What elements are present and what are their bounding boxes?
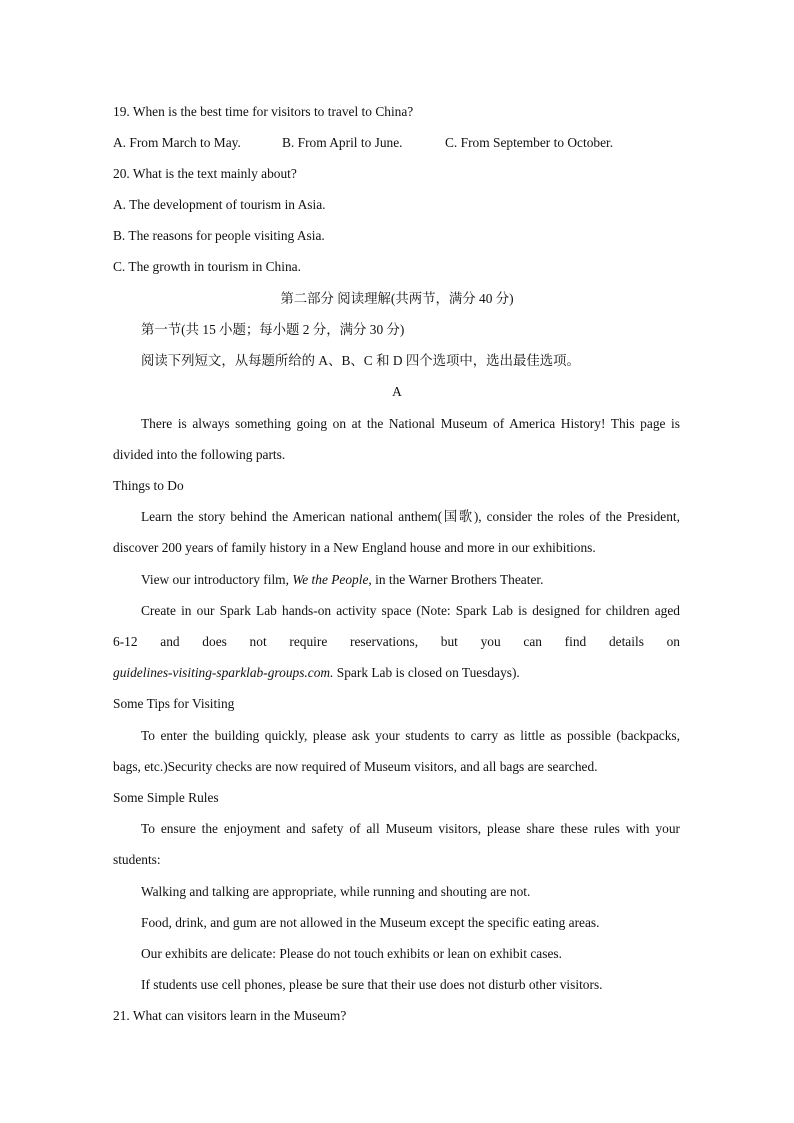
film-text-before: View our introductory film, [141, 572, 293, 587]
rule-1: Walking and talking are appropriate, while running and shouting are not. [141, 884, 531, 899]
rule-4: If students use cell phones, please be sure that their use does not disturb other visitors. [141, 977, 603, 992]
question-20: 20. What is the text mainly about? [113, 166, 297, 181]
spark-url: guidelines-visiting-sparklab-groups.com. [113, 665, 334, 680]
things-to-do-heading: Things to Do [113, 478, 184, 493]
question-21: 21. What can visitors learn in the Museum? [113, 1008, 347, 1023]
tips-heading: Some Tips for Visiting [113, 696, 235, 711]
spark-line3 [113, 665, 520, 681]
film-paragraph [141, 572, 543, 588]
tips-line1: To enter the building quickly, please ask your students to carry as little as possible (backpacks, [141, 728, 680, 743]
rules-line1: To ensure the enjoyment and safety of all Museum visitors, please share these rules with your [141, 821, 680, 836]
passage-intro-line1: There is always something going on at the National Museum of America History! This page is [141, 416, 680, 431]
things-p1-line2: discover 200 years of family history in a New England house and more in our exhibitions. [113, 540, 596, 555]
q20-option-a: A. The development of tourism in Asia. [113, 197, 326, 212]
rule-3: Our exhibits are delicate: Please do not touch exhibits or lean on exhibit cases. [141, 946, 562, 961]
question-19: 19. When is the best time for visitors to travel to China? [113, 104, 414, 119]
tips-line2: bags, etc.)Security checks are now required of Museum visitors, and all bags are searched. [113, 759, 598, 774]
part2-heading: 第二部分 阅读理解(共两节，满分 40 分) [280, 291, 514, 306]
spark-text-after: Spark Lab is closed on Tuesdays). [333, 665, 520, 680]
things-p1-line1: Learn the story behind the American national anthem(国歌), consider the roles of the President, [141, 509, 680, 524]
film-text-after: , in the Warner Brothers Theater. [368, 572, 544, 587]
instructions: 阅读下列短文，从每题所给的 A、B、C 和 D 四个选项中，选出最佳选项。 [141, 353, 580, 368]
q20-option-b: B. The reasons for people visiting Asia. [113, 228, 325, 243]
q20-option-c: C. The growth in tourism in China. [113, 259, 301, 274]
rules-heading: Some Simple Rules [113, 790, 219, 805]
spark-line1: Create in our Spark Lab hands-on activity space (Note: Spark Lab is designed for children aged [141, 603, 680, 618]
q19-option-c: C. From September to October. [445, 135, 614, 150]
film-title: We the People [292, 572, 369, 587]
rule-2: Food, drink, and gum are not allowed in the Museum except the specific eating areas. [141, 915, 600, 930]
q19-option-a: A. From March to May. [113, 135, 241, 150]
passage-label: A [392, 384, 402, 399]
section1-heading: 第一节(共 15 小题；每小题 2 分，满分 30 分) [141, 322, 405, 337]
q19-option-b: B. From April to June. [282, 135, 403, 150]
spark-line2: 6-12 and does not require reservations, but you can find details on [113, 634, 680, 649]
rules-line2: students: [113, 852, 161, 867]
passage-intro-line2: divided into the following parts. [113, 447, 286, 462]
